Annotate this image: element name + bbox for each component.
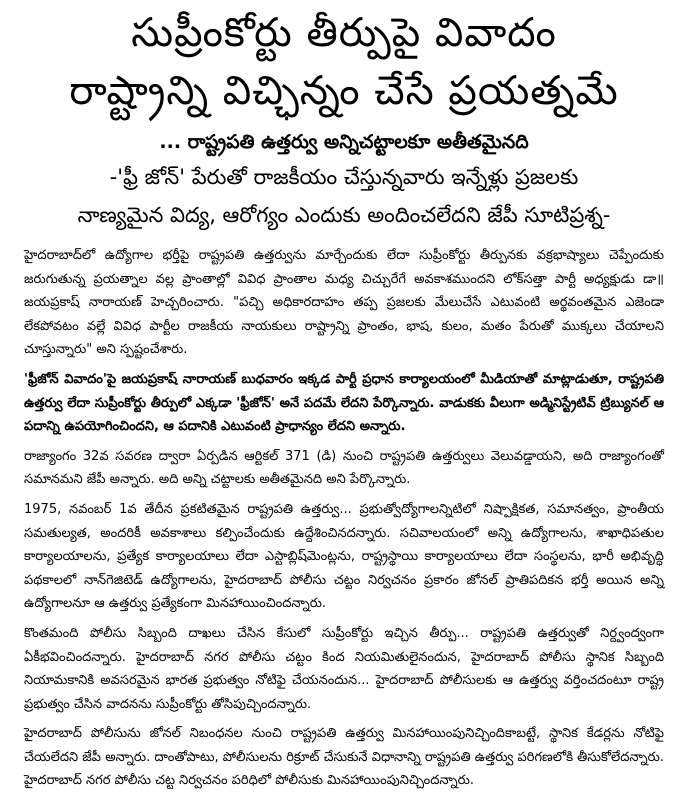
tagline-line-2: నాణ్యమైన విద్య, ఆరోగ్యం ఎందుకు అందించలేదని జేపీ సూటిప్రశ్న- xyxy=(77,203,611,227)
article-paragraph: 'ఫ్రీజోన్ వివాదం'పై జయప్రకాష్ నారాయణ్ బుధవారం ఇక్కడ పార్టీ ప్రధాన కార్యాలయంలో మీడియాతో మాట్లాడుతూ, రాష్ట్రపతి ఉత్తర్వు లేదా సుప్రీంకోర్టు తీర్పులో ఎక్కడా 'ఫ్రీజోన్' అనే పదమే లేదని పేర్కొన్నారు. వాడుకకు వీలుగా అడ్మినిస్ట్రేటివ్ ట్రిబ్యునల్ ఆ పదాన్ని ఉపయోగించిందని, ఆ పదానికి ఎటువంటి ప్రాధాన్యం లేదని అన్నారు. xyxy=(24,371,664,435)
article-paragraph: రాజ్యాంగం 32వ సవరణ ద్వారా ఏర్పడిన ఆర్టికల్ 371 (డి) నుంచి రాష్ట్రపతి ఉత్తర్వులు వెలువడ్డాయని, అది రాజ్యాంగంతో సమానమని జేపీ అన్నారు. అది అన్ని చట్టాలకు అతీతమైనది అని పేర్కొన్నారు. xyxy=(24,448,664,488)
subheadline: ... రాష్ట్రపతి ఉత్తర్వు అన్నిచట్టాలకూ అతీతమైనది xyxy=(159,131,529,153)
headline-line-1: సుప్రీంకోర్టు తీర్పుపై వివాదం xyxy=(131,10,557,56)
article-paragraph: హైదరాబాద్‌లో ఉద్యోగాల భర్తీపై రాష్ట్రపతి ఉత్తర్వును మార్చేందుకు లేదా సుప్రీంకోర్టు తీర్పునకు వక్రభాష్యాలు చెప్పేందుకు జరుగుతున్న ప్రయత్నాల వల్ల ప్రాంతాల్లో వివిధ ప్రాంతాల మధ్య చిచ్చురేగే అవకాశముందని లోక్‌సత్తా పార్టీ అధ్యక్షుడు డా॥ జయప్రకాష్ నారాయణ్ హెచ్చరించారు. "పచ్చి అధికారదాహం తప్ప ప్రజలకు మేలుచేసే ఎటువంటి అర్థవంతమైన ఎజెండా లేకపోవటం వల్లే వివిధ పార్టీల రాజకీయ నాయకులు రాష్ట్రాన్ని ప్రాంతం, భాష, కులం, మతం పేరుతో ముక్కలు చేయాలని చూస్తున్నారు" అని స్పష్టంచేశారు. xyxy=(24,248,664,358)
article-paragraph: హైదరాబాద్ పోలీసును జోనల్ నిబంధనల నుంచి రాష్ట్రపతి ఉత్తర్వు మినహాయింపునిచ్చిందికాబట్టే, స్థానిక కేడర్లను నోటిఫై చేయలేదని జేపీ అన్నారు. దాంతోపాటు, పోలీసులను రిక్రూట్ చేసుకునే విధానాన్ని రాష్ట్రపతి ఉత్తర్వు పరిగణలోకి తీసుకోలేదన్నారు. హైదరాబాద్ నగర పోలీసు చట్ట నిర్వచనం పరిధిలో పోలీసుకు మినహాయింపునిచ్చిందన్నారు. xyxy=(24,726,664,789)
article-paragraph: 1975, నవంబర్ 1వ తేదీన ప్రకటితమైన రాష్ట్రపతి ఉత్తర్వు... ప్రభుత్వోద్యోగాలన్నిటిలో నిష్పాక్షికత, సమానత్వం, ప్రాంతీయ సమతుల్యత, అందరికీ అవకాశాలు కల్పించేందుకు ఉద్దేశించినదన్నారు. సచివాలయంలో అన్ని ఉద్యోగాలను, శాఖాధిపతుల కార్యాలయాలను, ప్రత్యేక కార్యాలయాలు లేదా ఎస్టాబ్లిష్‌మెంట్లను, రాష్ట్రస్థాయి కార్యాలయాలు లేదా సంస్థలను, భారీ అభివృద్ధి పథకాలలో నాన్‌గెజిటెడ్ ఉద్యోగాలను, హైదరాబాద్ పోలీసు చట్టం నిర్వచనం ప్రకారం జోనల్ ప్రాతిపదికన భర్తీ అయిన అన్ని ఉద్యోగాలనూ ఆ ఉత్తర్వు ప్రత్యేకంగా మినహాయించిందన్నారు. xyxy=(24,501,664,612)
tagline-line-1: -'ఫ్రీ జోన్' పేరుతో రాజకీయం చేస్తున్నవారు ఇన్నేళ్లు ప్రజలకు xyxy=(109,165,579,189)
article-paragraph: కొంతమంది పోలీసు సిబ్బంది దాఖలు చేసిన కేసులో సుప్రీంకోర్టు ఇచ్చిన తీర్పు... రాష్ట్రపతి ఉత్తర్వుతో నిర్ద్వంద్వంగా ఏకీభవించిందన్నారు. హైదరాబాద్ నగర పోలీసు చట్టం కింద నియమితులైనందున, హైదరాబాద్ పోలీసు స్థానిక సిబ్బంది నియామకానికి అవసరమైన భారత ప్రభుత్వం నోటిఫై చేయనందున... హైదరాబాద్ పోలీసులకు ఆ ఉత్తర్వు వర్తించదంటూ రాష్ట్ర ప్రభుత్వం చేసిన వాదనను సుప్రీంకోర్టు తోసిపుచ్చిందన్నారు. xyxy=(24,625,664,712)
article-body xyxy=(24,244,664,793)
headline-line-2: రాష్ట్రాన్ని విచ్ఛిన్నం చేసే ప్రయత్నమే xyxy=(69,68,619,114)
